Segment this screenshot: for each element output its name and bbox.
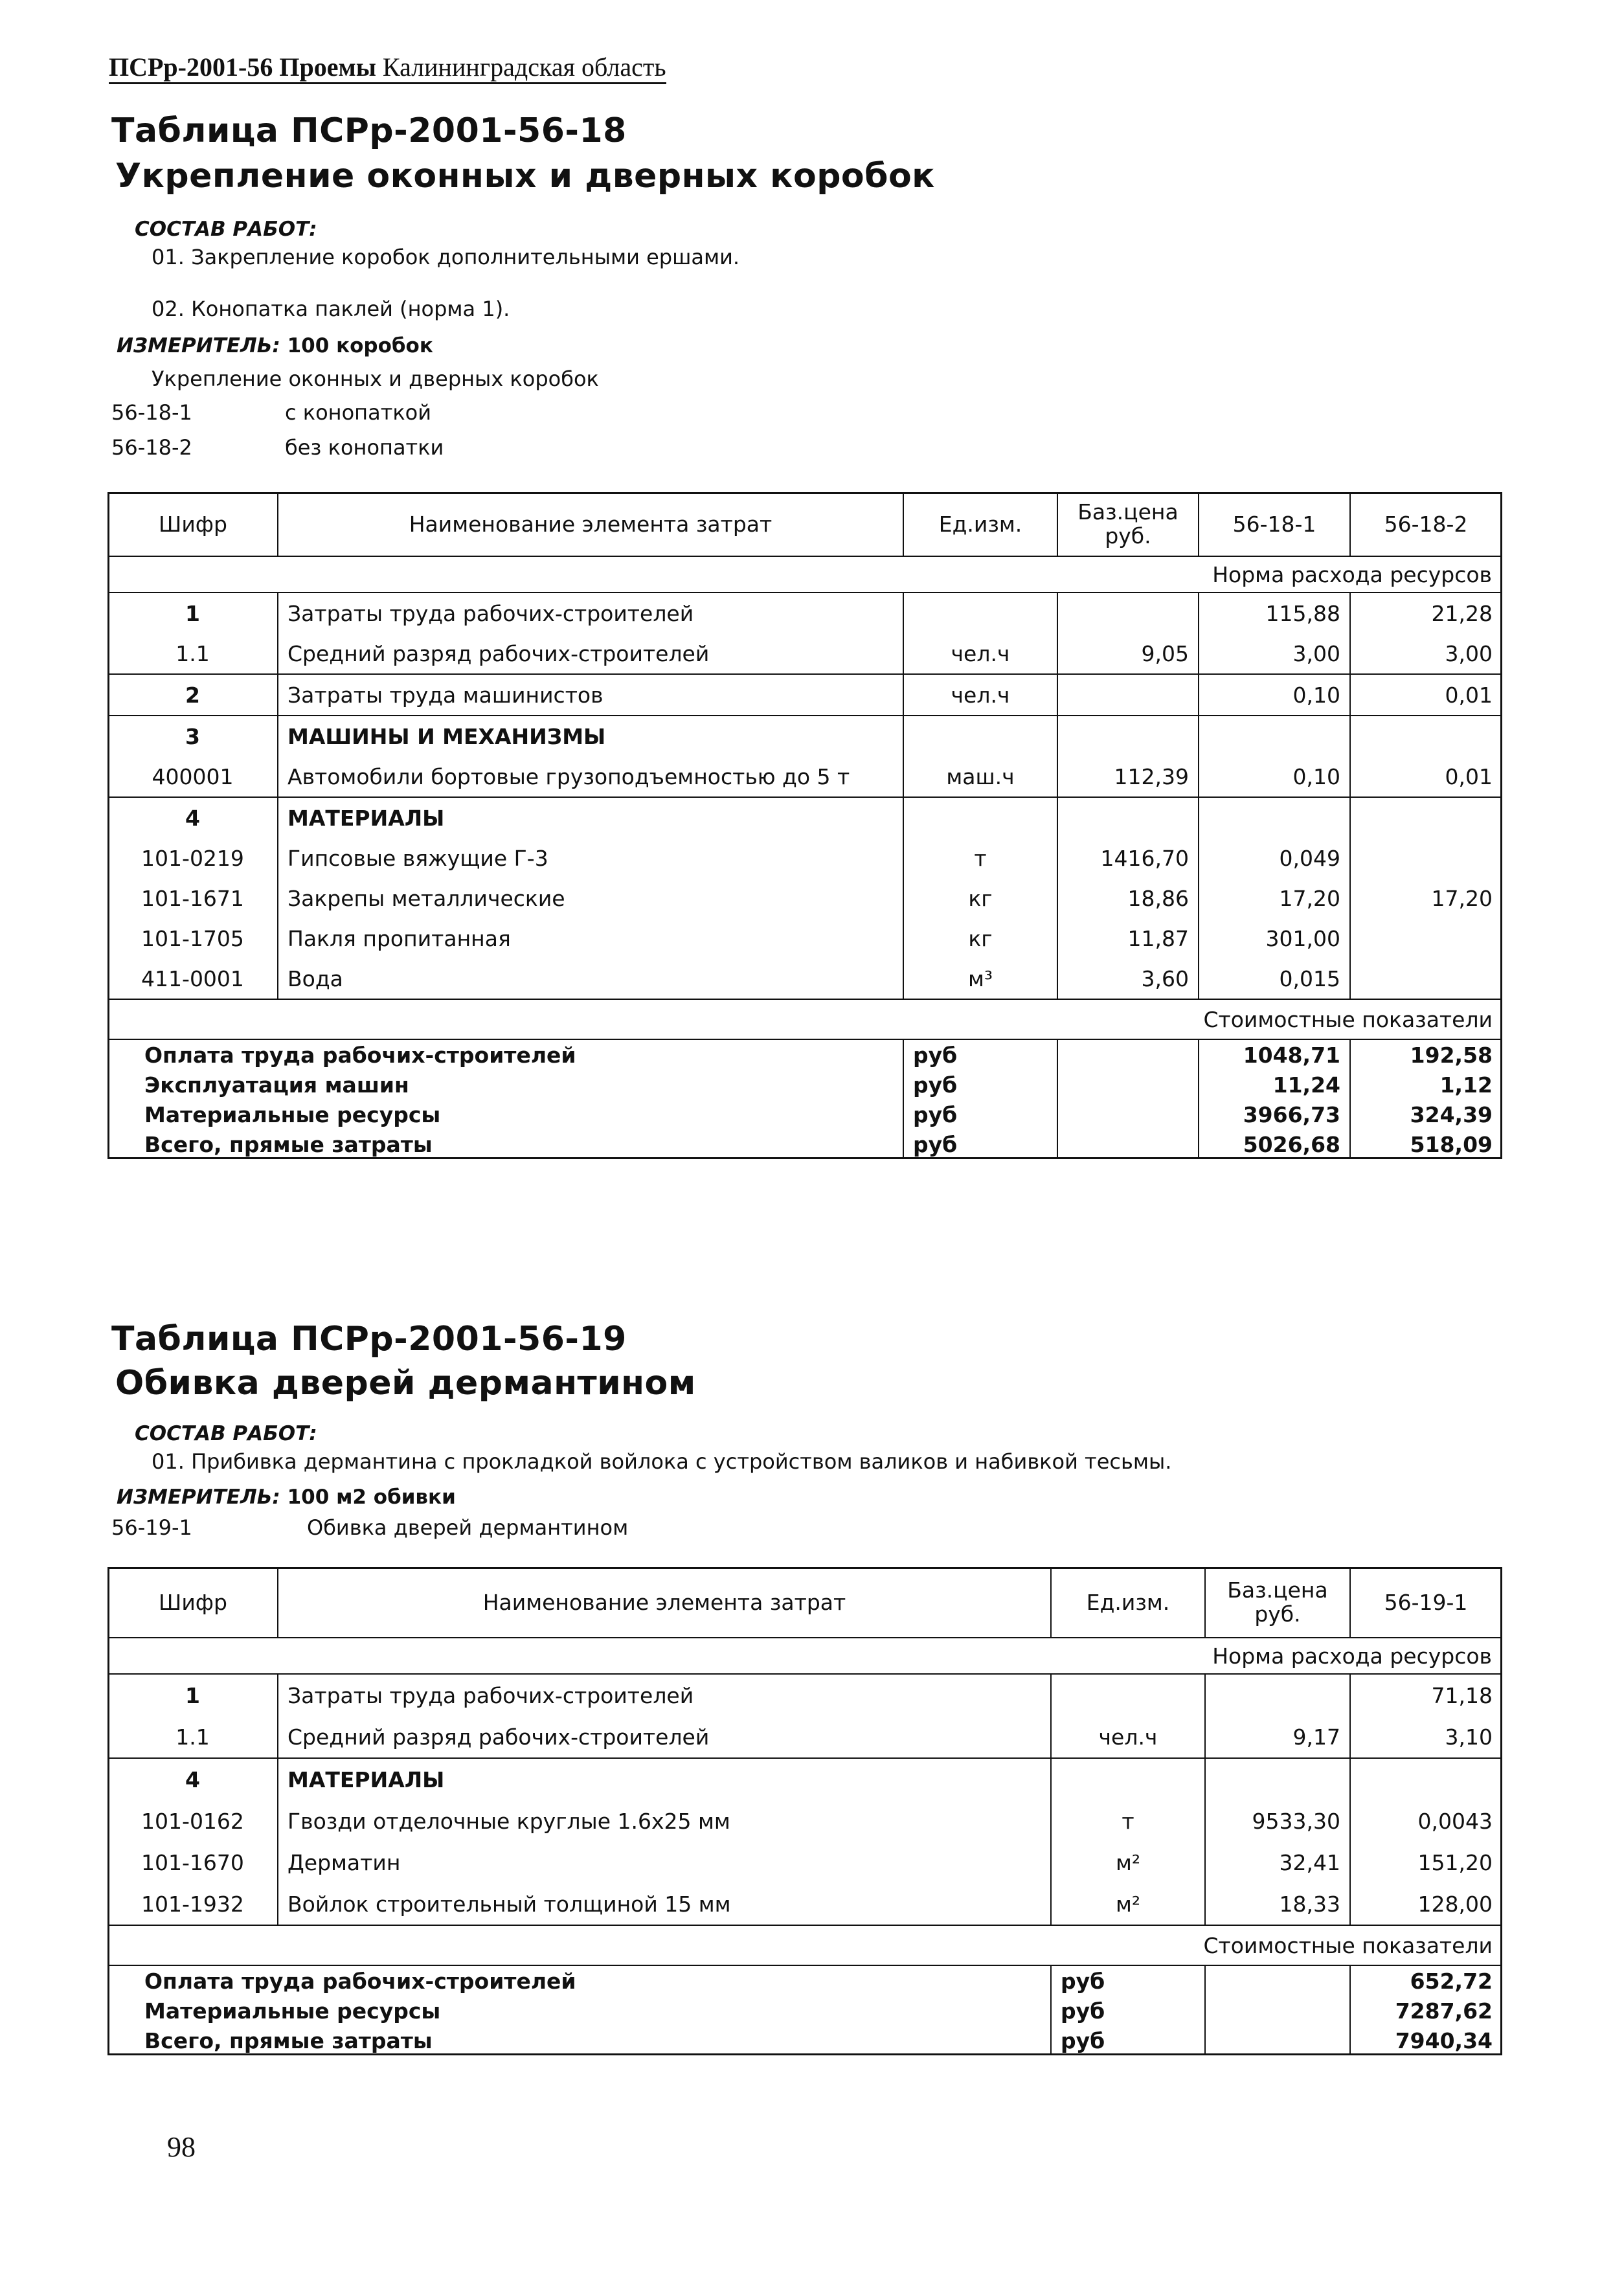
cost-name: Всего, прямые затраты	[144, 2028, 433, 2053]
cost-v2: 324,39	[1350, 1100, 1502, 1129]
row-price: 9533,30	[1205, 1800, 1350, 1842]
col-header-code: Шифр	[108, 493, 278, 556]
table19-work-1: 01. Прибивка дермантина с прокладкой войлока с устройством валиков и набивкой тесьмы.	[152, 1449, 1172, 1474]
table-row	[108, 1674, 1502, 1716]
table19-meter-value: 100 м2 обивки	[287, 1486, 456, 1509]
row-name: Дерматин	[278, 1842, 1051, 1883]
row-code: 101-1932	[108, 1883, 278, 1925]
row-unit: кг	[903, 918, 1057, 958]
row-code: 1.1	[108, 1716, 278, 1758]
row-price: 11,87	[1057, 918, 1199, 958]
row-v1: 0,049	[1199, 838, 1350, 878]
table18-title: Таблица ПСРр-2001-56-18	[111, 111, 627, 150]
page-number: 98	[167, 2131, 196, 2163]
row-unit: т	[1051, 1800, 1205, 1842]
col-header-name: Наименование элемента затрат	[278, 493, 903, 556]
table-row	[108, 1842, 1502, 1883]
table18-work-1: 01. Закрепление коробок дополнительными ершами.	[152, 245, 740, 269]
cost-v1: 7287,62	[1350, 1996, 1502, 2026]
cost-price	[1057, 1070, 1199, 1100]
table-row	[108, 958, 1502, 999]
row-v1: 3,10	[1350, 1716, 1502, 1758]
row-unit	[1051, 1674, 1205, 1716]
table19-title: Таблица ПСРр-2001-56-19	[111, 1320, 627, 1359]
row-v1: 17,20	[1199, 878, 1350, 918]
table-row	[108, 716, 1502, 756]
row-unit: маш.ч	[903, 756, 1057, 797]
table-row	[108, 1758, 1502, 1800]
row-price: 32,41	[1205, 1842, 1350, 1883]
table18-variant-1-code: 56-18-1	[111, 400, 192, 425]
row-code: 101-0219	[141, 845, 244, 871]
cost-unit: руб	[903, 1129, 1057, 1159]
row-unit: м³	[903, 958, 1057, 999]
cost-v1: 7940,34	[1350, 2026, 1502, 2055]
table18-meter	[117, 334, 433, 357]
table18-variant-2-code: 56-18-2	[111, 435, 192, 460]
cost-price	[1057, 1039, 1199, 1070]
cost-unit: руб	[1051, 2026, 1205, 2055]
row-v1: 301,00	[1199, 918, 1350, 958]
cost-caption: Стоимостные показатели	[108, 1925, 1502, 1965]
row-v1: 0,0043	[1350, 1800, 1502, 1842]
table18	[107, 492, 1502, 1159]
row-unit: м²	[1051, 1842, 1205, 1883]
cost-v1: 3966,73	[1199, 1100, 1350, 1129]
cost-v1: 652,72	[1350, 1965, 1502, 1996]
cost-name: Всего, прямые затраты	[144, 1131, 433, 1157]
table18-header-row	[108, 493, 1502, 556]
row-price	[1057, 593, 1199, 633]
table18-variant-2-name: без конопатки	[285, 435, 444, 460]
table19-header-row	[108, 1568, 1502, 1638]
row-v2	[1350, 918, 1502, 958]
cost-name: Материальные ресурсы	[144, 1101, 441, 1127]
table-row	[108, 1100, 1502, 1129]
cost-v2: 192,58	[1350, 1039, 1502, 1070]
row-code: 2	[108, 674, 278, 716]
cost-price	[1205, 1965, 1350, 1996]
row-name: Автомобили бортовые грузоподъемностью до 5 т	[278, 756, 903, 797]
row-v2: 3,00	[1350, 633, 1502, 674]
col-header-v2: 56-18-2	[1350, 493, 1502, 556]
norm-caption: Норма расхода ресурсов	[108, 556, 1502, 593]
table-row	[108, 2026, 1502, 2055]
row-v1	[1199, 797, 1350, 838]
table-row	[108, 1883, 1502, 1925]
row-code: 3	[185, 723, 200, 749]
row-v1	[1350, 1758, 1502, 1800]
table18-cost-caption-row	[108, 999, 1502, 1039]
table-row	[108, 1965, 1502, 1996]
row-code: 411-0001	[108, 958, 278, 999]
row-price	[1057, 674, 1199, 716]
cost-price	[1057, 1100, 1199, 1129]
row-v2	[1350, 797, 1502, 838]
table-row	[108, 878, 1502, 918]
table18-subtitle: Укрепление оконных и дверных коробок	[115, 157, 935, 196]
table18-norm-caption-row	[108, 556, 1502, 593]
row-name: Затраты труда машинистов	[278, 674, 903, 716]
table-row	[108, 633, 1502, 674]
row-name: Вода	[278, 958, 903, 999]
row-code: 101-0162	[141, 1808, 244, 1834]
table19-meter	[117, 1486, 456, 1509]
row-v1: 0,015	[1199, 958, 1350, 999]
row-price: 9,17	[1205, 1716, 1350, 1758]
row-code: 4	[185, 805, 200, 831]
col-header-price: Баз.цена руб.	[1205, 1568, 1350, 1638]
cost-price	[1205, 1996, 1350, 2026]
table18-meter-value: 100 коробок	[287, 334, 433, 357]
row-price: 9,05	[1057, 633, 1199, 674]
col-header-code: Шифр	[108, 1568, 278, 1638]
row-name: Средний разряд рабочих-строителей	[278, 1716, 1051, 1758]
row-code: 1	[108, 1674, 278, 1716]
row-v1: 3,00	[1199, 633, 1350, 674]
row-name: Закрепы металлические	[278, 878, 903, 918]
table18-works-label: СОСТАВ РАБОТ:	[135, 218, 317, 241]
row-unit: чел.ч	[1051, 1716, 1205, 1758]
row-unit: кг	[903, 878, 1057, 918]
row-v1: 0,10	[1199, 756, 1350, 797]
col-header-unit: Ед.изм.	[903, 493, 1057, 556]
col-header-v1: 56-19-1	[1350, 1568, 1502, 1638]
header-section: Проемы	[279, 52, 376, 82]
table-row	[108, 1039, 1502, 1070]
row-v1: 115,88	[1199, 593, 1350, 633]
row-unit: чел.ч	[903, 633, 1057, 674]
table-row	[108, 1716, 1502, 1758]
row-name: Войлок строительный толщиной 15 мм	[278, 1883, 1051, 1925]
row-price: 18,86	[1057, 878, 1199, 918]
row-price: 3,60	[1057, 958, 1199, 999]
row-price: 1416,70	[1057, 838, 1199, 878]
row-name: Гипсовые вяжущие Г-3	[278, 838, 903, 878]
table19-norm-caption-row	[108, 1638, 1502, 1674]
row-price	[1205, 1758, 1350, 1800]
row-code: 101-1670	[141, 1849, 244, 1875]
cost-unit: руб	[903, 1039, 1057, 1070]
norm-caption: Норма расхода ресурсов	[108, 1638, 1502, 1674]
col-header-unit: Ед.изм.	[1051, 1568, 1205, 1638]
row-price	[1205, 1674, 1350, 1716]
table18-meter-label: ИЗМЕРИТЕЛЬ:	[117, 334, 280, 357]
header-region: Калининградская область	[382, 52, 666, 82]
row-price	[1057, 716, 1199, 756]
table18-meter-desc: Укрепление оконных и дверных коробок	[152, 367, 599, 391]
col-header-name: Наименование элемента затрат	[278, 1568, 1051, 1638]
row-v2	[1350, 838, 1502, 878]
row-unit	[903, 716, 1057, 756]
row-code: 101-1671	[141, 885, 244, 911]
row-code: 1	[108, 593, 278, 633]
table-row	[108, 756, 1502, 797]
row-v2	[1350, 958, 1502, 999]
table19-variant-1-code: 56-19-1	[111, 1515, 192, 1540]
cost-v1: 1048,71	[1199, 1039, 1350, 1070]
cost-v2: 518,09	[1350, 1129, 1502, 1159]
row-v1: 151,20	[1350, 1842, 1502, 1883]
cost-unit: руб	[903, 1100, 1057, 1129]
row-v1: 0,10	[1199, 674, 1350, 716]
row-name: Гвозди отделочные круглые 1.6х25 мм	[278, 1800, 1051, 1842]
table19-meter-label: ИЗМЕРИТЕЛЬ:	[117, 1486, 280, 1509]
header-code: ПСРр-2001-56	[109, 52, 273, 82]
cost-name: Эксплуатация машин	[144, 1072, 409, 1098]
table-row	[108, 797, 1502, 838]
table19-cost-caption-row	[108, 1925, 1502, 1965]
table-row	[108, 1996, 1502, 2026]
row-price: 112,39	[1057, 756, 1199, 797]
row-code: 101-1705	[141, 925, 244, 951]
cost-v2: 1,12	[1350, 1070, 1502, 1100]
row-unit	[903, 593, 1057, 633]
cost-v1: 5026,68	[1199, 1129, 1350, 1159]
table-row	[108, 1129, 1502, 1159]
row-name: МАШИНЫ И МЕХАНИЗМЫ	[278, 716, 903, 756]
cost-name: Оплата труда рабочих-строителей	[144, 1042, 576, 1068]
table-row	[108, 918, 1502, 958]
row-v2: 0,01	[1350, 756, 1502, 797]
table18-variant-1-name: с конопаткой	[285, 400, 432, 425]
row-name: Затраты труда рабочих-строителей	[278, 1674, 1051, 1716]
row-price: 18,33	[1205, 1883, 1350, 1925]
row-v1	[1199, 716, 1350, 756]
row-unit: т	[903, 838, 1057, 878]
table-row	[108, 1800, 1502, 1842]
row-name: МАТЕРИАЛЫ	[278, 797, 903, 838]
row-unit: м²	[1051, 1883, 1205, 1925]
row-name: МАТЕРИАЛЫ	[278, 1758, 1051, 1800]
row-v2: 17,20	[1350, 878, 1502, 918]
row-code: 400001	[108, 756, 278, 797]
col-header-price: Баз.цена руб.	[1057, 493, 1199, 556]
row-v2: 21,28	[1350, 593, 1502, 633]
table19-variant-1-name: Обивка дверей дермантином	[307, 1515, 629, 1540]
table18-work-2: 02. Конопатка паклей (норма 1).	[152, 297, 510, 321]
row-code: 4	[185, 1767, 200, 1792]
row-price	[1057, 797, 1199, 838]
row-unit	[1051, 1758, 1205, 1800]
row-v2	[1350, 716, 1502, 756]
row-v1: 71,18	[1350, 1674, 1502, 1716]
cost-unit: руб	[1051, 1996, 1205, 2026]
row-v1: 128,00	[1350, 1883, 1502, 1925]
cost-price	[1057, 1129, 1199, 1159]
table19	[107, 1567, 1502, 2055]
cost-v1: 11,24	[1199, 1070, 1350, 1100]
running-header	[109, 52, 666, 82]
cost-name: Материальные ресурсы	[144, 1998, 441, 2024]
table-row	[108, 674, 1502, 716]
row-code: 1.1	[108, 633, 278, 674]
row-name: Средний разряд рабочих-строителей	[278, 633, 903, 674]
table19-subtitle: Обивка дверей дермантином	[115, 1364, 696, 1403]
cost-unit: руб	[1051, 1965, 1205, 1996]
cost-caption: Стоимостные показатели	[108, 999, 1502, 1039]
row-name: Затраты труда рабочих-строителей	[278, 593, 903, 633]
cost-price	[1205, 2026, 1350, 2055]
cost-name: Оплата труда рабочих-строителей	[144, 1968, 576, 1994]
row-unit: чел.ч	[903, 674, 1057, 716]
table19-works-label: СОСТАВ РАБОТ:	[135, 1422, 317, 1445]
cost-unit: руб	[903, 1070, 1057, 1100]
table-row	[108, 1070, 1502, 1100]
table-row	[108, 838, 1502, 878]
row-name: Пакля пропитанная	[278, 918, 903, 958]
col-header-v1: 56-18-1	[1199, 493, 1350, 556]
row-v2: 0,01	[1350, 674, 1502, 716]
row-unit	[903, 797, 1057, 838]
table-row	[108, 593, 1502, 633]
